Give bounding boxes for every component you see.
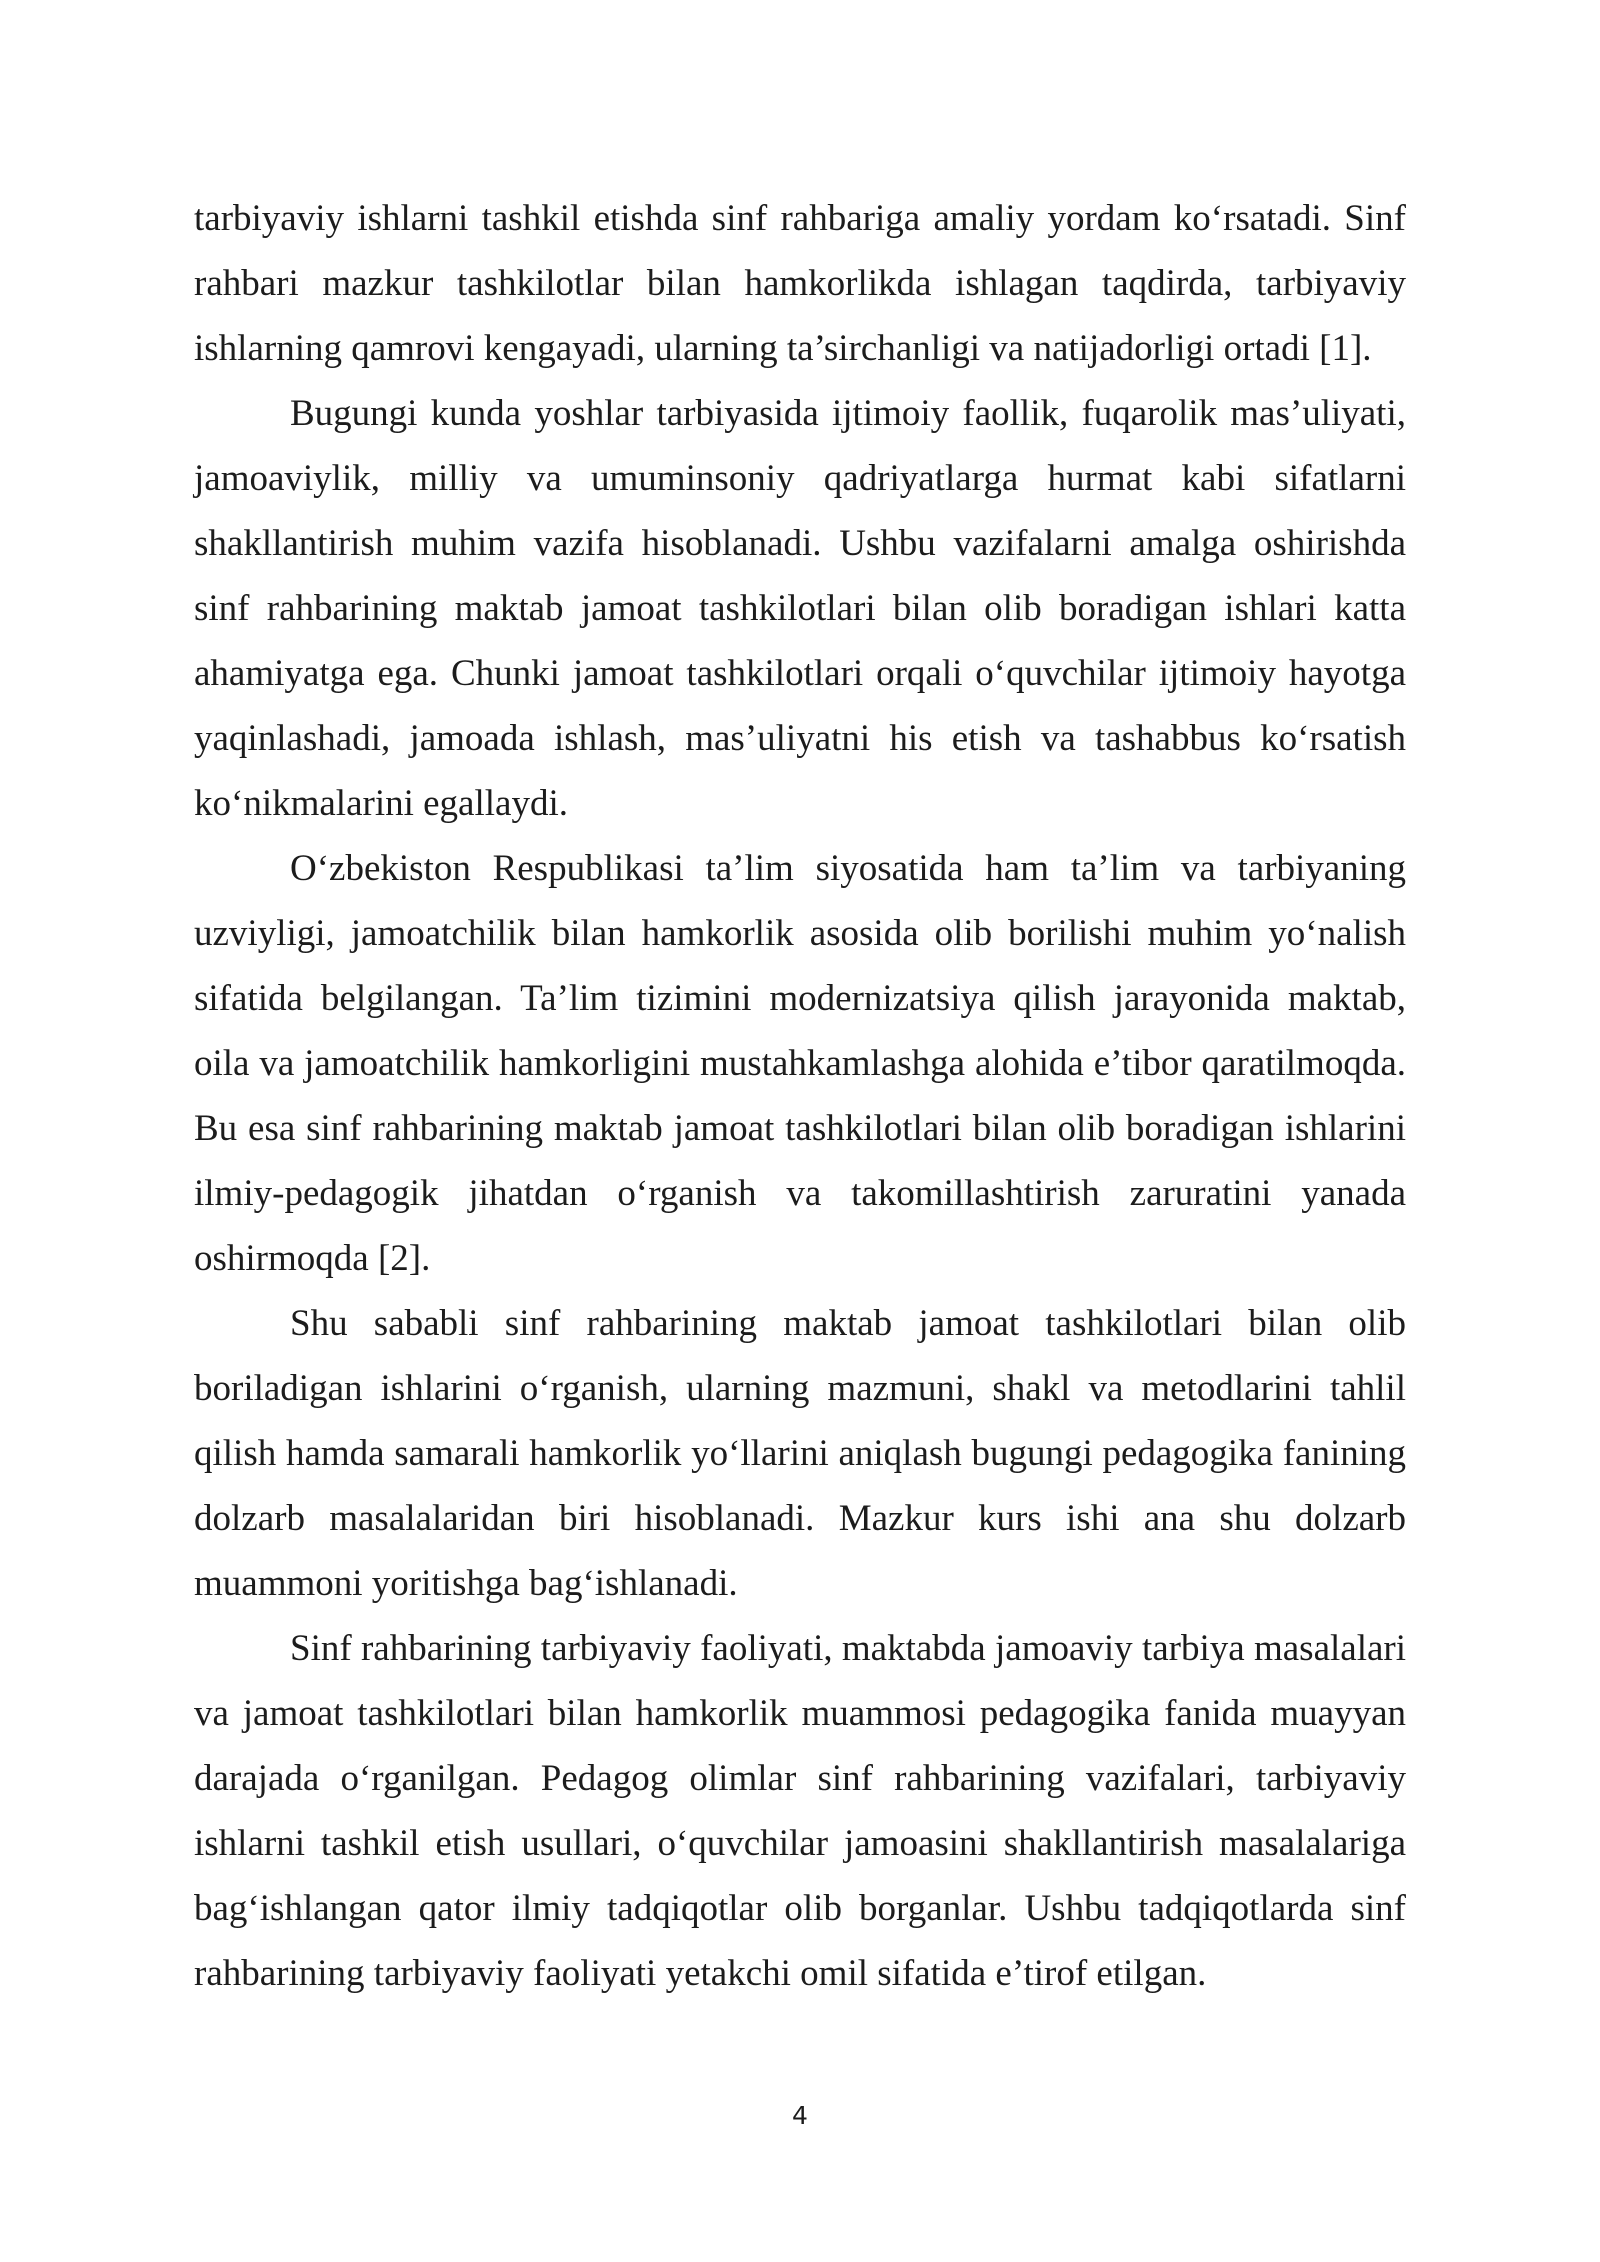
paragraph-continued: tarbiyaviy ishlarni tashkil etishda sinf rahbariga amaliy yordam ko‘rsatadi. Sinf rahbari mazkur tashkilotlar bilan hamkorlikda ishlagan taqdirda, tarbiyaviy ishlarning qamrovi kengayadi, ularning ta’sirchanligi va natijadorligi ortadi [1]. xyxy=(194,198,1406,369)
paragraph: O‘zbekiston Respublikasi ta’lim siyosatida ham ta’lim va tarbiyaning uzviyligi, jamoatchilik bilan hamkorlik asosida olib borilishi muhim yo‘nalish sifatida belgilangan. Ta’lim tizimini modernizatsiya qilish jarayonida maktab, oila va jamoatchilik hamkorligini mustahkamlashga alohida e’tibor qaratilmoqda. Bu esa sinf rahbarining maktab jamoat tashkilotlari bilan olib boradigan ishlarini ilmiy-pedagogik jihatdan o‘rganish va takomillashtirish zaruratini yanada oshirmoqda [2]. xyxy=(194,848,1406,1279)
body-text xyxy=(194,186,1406,2006)
paragraph: Sinf rahbarining tarbiyaviy faoliyati, maktabda jamoaviy tarbiya masalalari va jamoat tashkilotlari bilan hamkorlik muammosi pedagogika fanida muayyan darajada o‘rganilgan. Pedagog olimlar sinf rahbarining vazifalari, tarbiyaviy ishlarni tashkil etish usullari, o‘quvchilar jamoasini shakllantirish masalalariga bag‘ishlangan qator ilmiy tadqiqotlar olib borganlar. Ushbu tadqiqotlarda sinf rahbarining tarbiyaviy faoliyati yetakchi omil sifatida e’tirof etilgan. xyxy=(194,1628,1406,1994)
paragraph: Bugungi kunda yoshlar tarbiyasida ijtimoiy faollik, fuqarolik mas’uliyati, jamoaviylik, milliy va umuminsoniy qadriyatlarga hurmat kabi sifatlarni shakllantirish muhim vazifa hisoblanadi. Ushbu vazifalarni amalga oshirishda sinf rahbarining maktab jamoat tashkilotlari bilan olib boradigan ishlari katta ahamiyatga ega. Chunki jamoat tashkilotlari orqali o‘quvchilar ijtimoiy hayotga yaqinlashadi, jamoada ishlash, mas’uliyatni his etish va tashabbus ko‘rsatish ko‘nikmalarini egallaydi. xyxy=(194,393,1406,824)
page-number: 4 xyxy=(792,2101,808,2130)
paragraph: Shu sababli sinf rahbarining maktab jamoat tashkilotlari bilan olib boriladigan ishlarini o‘rganish, ularning mazmuni, shakl va metodlarini tahlil qilish hamda samarali hamkorlik yo‘llarini aniqlash bugungi pedagogika fanining dolzarb masalalaridan biri hisoblanadi. Mazkur kurs ishi ana shu dolzarb muammoni yoritishga bag‘ishlanadi. xyxy=(194,1303,1406,1604)
